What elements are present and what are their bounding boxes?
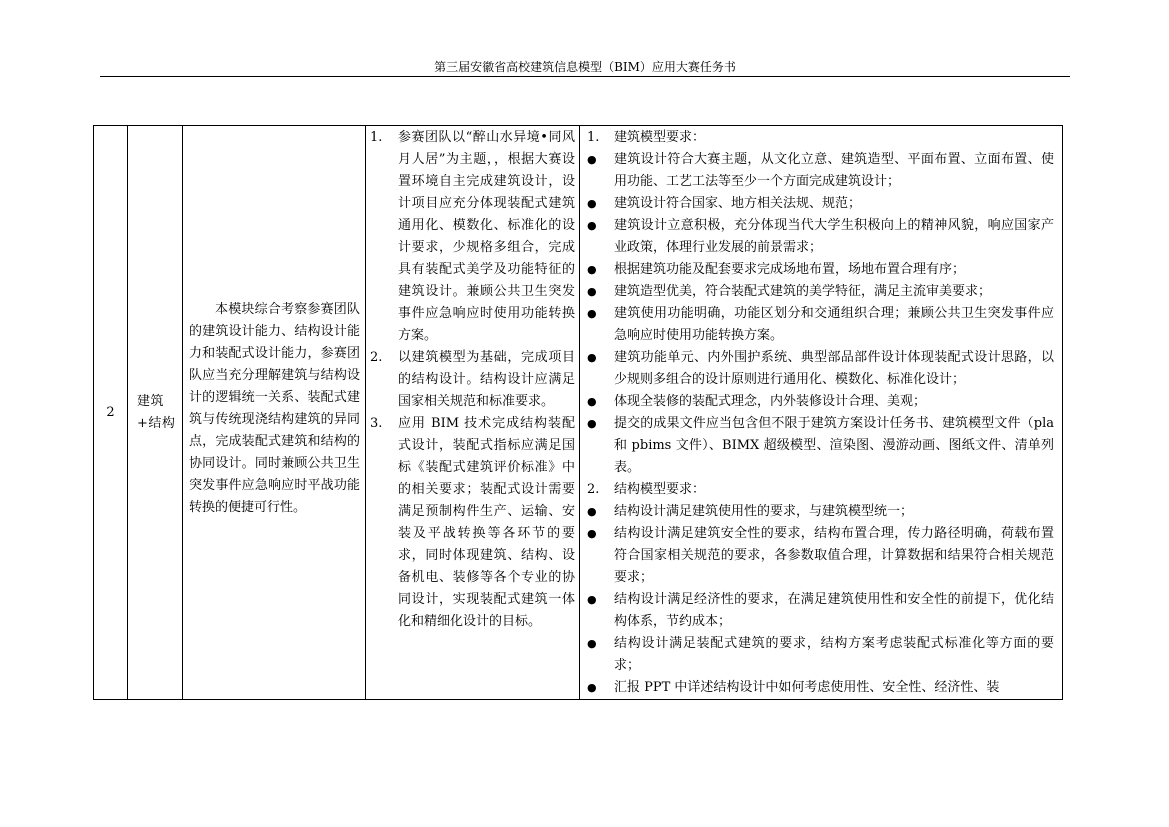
requirement-text: 结构设计满足建筑使用性的要求，与建筑模型统一； [614, 504, 914, 519]
requirement-number: 1. [587, 130, 600, 145]
bullet-icon: ● [587, 285, 597, 298]
bullet-icon: ● [587, 153, 597, 166]
header-divider [100, 76, 1070, 77]
requirement-bullet-item [580, 303, 1054, 347]
requirement-text: 建筑模型要求： [614, 130, 706, 145]
bullet-icon: ● [587, 307, 597, 320]
table-row [94, 126, 1063, 700]
task-table [93, 125, 1063, 700]
requirement-bullet-item [580, 413, 1054, 479]
content-item-number: 3. [370, 416, 383, 431]
requirement-text: 结构设计满足经济性的要求，在满足建筑使用性和安全性的前提下，优化结构体系，节约成本； [614, 592, 1054, 629]
requirement-text: 建筑造型优美，符合装配式建筑的美学特征，满足主流审美要求； [614, 284, 992, 299]
requirement-bullet-item [580, 523, 1054, 589]
requirement-text: 提交的成果文件应当包含但不限于建筑方案设计任务书、建筑模型文件（pla 和 pbims 文件）、BIMX 超级模型、渲染图、漫游动画、图纸文件、清单列表。 [614, 416, 1054, 475]
requirements-list [580, 126, 1062, 699]
requirement-text: 汇报 PPT 中详述结构设计中如何考虑使用性、安全性、经济性、装 [614, 680, 1000, 695]
requirement-text: 建筑设计立意积极，充分体现当代大学生积极向上的精神风貌，响应国家产业政策，体理行业发展的前景需求； [614, 218, 1054, 255]
bullet-icon: ● [587, 263, 597, 276]
module-description-cell [183, 126, 366, 700]
content-item-number: 1. [370, 130, 383, 145]
bullet-icon: ● [587, 681, 597, 694]
requirement-bullet-item [580, 281, 1054, 303]
requirement-text: 建筑功能单元、内外围护系统、典型部品部件设计体现装配式设计思路，以少规则多组合的设计原则进行通用化、模数化、标准化设计； [614, 350, 1054, 387]
content-item-text: 应用 BIM 技术完成结构装配式设计，装配式指标应满足国标《装配式建筑评价标准》中的相关要求；装配式设计需要满足预制构件生产、运输、安装及平战转换等各环节的要求，同时体现建筑、结构、设备机电、装修等各个专业的协同设计，实现装配式建筑一体化和精细化设计的目标。 [398, 416, 575, 629]
content-item-text: 以建筑模型为基础，完成项目的结构设计。结构设计应满足国家相关规范和标准要求。 [398, 350, 575, 409]
requirement-heading [580, 127, 1054, 149]
module-name: 建筑+结构 [137, 393, 176, 431]
bullet-icon: ● [587, 505, 597, 518]
requirement-bullet-item [580, 677, 1054, 699]
requirement-bullet-item [580, 149, 1054, 193]
content-item [366, 413, 575, 633]
module-description: 本模块综合考察参赛团队的建筑设计能力、结构设计能力和装配式设计能力，参赛团队应当充分理解建筑与结构设计的逻辑统一关系、装配式建筑与传统现浇结构建筑的异同点，完成装配式建筑和结构的协同设计。同时兼顾公共卫生突发事件应急响应时平战功能转换的便捷可行性。 [189, 302, 360, 515]
requirement-bullet-item [580, 633, 1054, 677]
bullet-icon: ● [587, 417, 597, 430]
requirement-bullet-item [580, 347, 1054, 391]
requirement-text: 根据建筑功能及配套要求完成场地布置，场地布置合理有序； [614, 262, 966, 277]
requirement-text: 建筑设计符合国家、地方相关法规、规范； [614, 196, 862, 211]
requirement-text: 建筑设计符合大赛主题，从文化立意、建筑造型、平面布置、立面布置、使用功能、工艺工法等至少一个方面完成建筑设计； [614, 152, 1054, 189]
requirement-text: 体现全装修的装配式理念，内外装修设计合理、美观； [614, 394, 927, 409]
content-list [366, 126, 579, 633]
requirement-bullet-item [580, 259, 1054, 281]
requirement-number: 2. [587, 482, 600, 497]
content-item-text: 参赛团队以“醉山水异境•同风月人居”为主题，，根据大赛设置环境自主完成建筑设计，设计项目应充分体现装配式建筑通用化、模数化、标准化的设计要求，少规格多组合，完成具有装配式美学及功能特征的建筑设计。兼顾公共卫生突发事件应急响应时使用功能转换方案。 [398, 130, 575, 343]
requirement-bullet-item [580, 589, 1054, 633]
page-header-title: 第三届安徽省高校建筑信息模型（BIM）应用大赛任务书 [434, 60, 736, 74]
bullet-icon: ● [587, 593, 597, 606]
requirements-cell [580, 126, 1063, 700]
requirement-bullet-item [580, 501, 1054, 523]
bullet-icon: ● [587, 395, 597, 408]
content-item [366, 127, 575, 347]
requirement-bullet-item [580, 391, 1054, 413]
requirement-text: 建筑使用功能明确，功能区划分和交通组织合理；兼顾公共卫生突发事件应急响应时使用功能转换方案。 [614, 306, 1054, 343]
requirement-text: 结构模型要求： [614, 482, 706, 497]
bullet-icon: ● [587, 351, 597, 364]
requirement-bullet-item [580, 193, 1054, 215]
bullet-icon: ● [587, 197, 597, 210]
requirement-text: 结构设计满足建筑安全性的要求，结构布置合理，传力路径明确，荷载布置符合国家相关规范的要求，各参数取值合理，计算数据和结果符合相关规范要求； [614, 526, 1054, 585]
requirement-bullet-item [580, 215, 1054, 259]
bullet-icon: ● [587, 527, 597, 540]
content-item-number: 2. [370, 350, 383, 365]
row-number-cell [94, 126, 128, 700]
bullet-icon: ● [587, 637, 597, 650]
row-number: 2 [106, 405, 115, 420]
module-name-cell [128, 126, 183, 700]
bullet-icon: ● [587, 219, 597, 232]
requirement-heading [580, 479, 1054, 501]
content-item [366, 347, 575, 413]
competition-content-cell [366, 126, 580, 700]
requirement-text: 结构设计满足装配式建筑的要求，结构方案考虑装配式标准化等方面的要求； [614, 636, 1054, 673]
